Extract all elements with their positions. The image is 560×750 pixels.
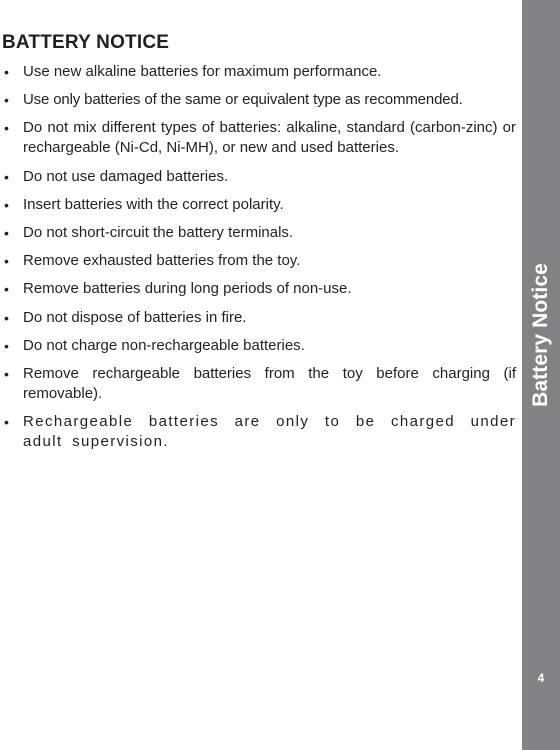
notice-item-text: Insert batteries with the correct polarity. — [23, 195, 284, 213]
bullet-icon: • — [4, 253, 9, 270]
notice-item-text: Do not short-circuit the battery terminals. — [23, 223, 294, 241]
notice-item — [0, 90, 516, 110]
notice-item — [0, 336, 516, 356]
side-tab — [522, 0, 560, 750]
notice-item-text: Use only batteries of the same or equivalent type as recommended. — [23, 91, 463, 109]
bullet-icon: • — [4, 414, 9, 431]
bullet-icon: • — [4, 64, 9, 80]
notice-item — [0, 364, 516, 404]
notice-item — [0, 308, 516, 328]
notice-item-text: Do not use damaged batteries. — [23, 167, 229, 185]
bullet-icon: • — [4, 365, 9, 382]
bullet-icon: • — [4, 224, 9, 241]
notice-item — [0, 118, 516, 158]
bullet-icon: • — [4, 120, 9, 137]
bullet-icon: • — [4, 92, 9, 109]
notice-item-text: Use new alkaline batteries for maximum performance. — [23, 63, 382, 80]
notice-item — [0, 167, 516, 187]
notice-item — [0, 251, 516, 271]
notice-item-text: Remove exhausted batteries from the toy. — [23, 252, 301, 270]
battery-notice-list — [0, 62, 516, 460]
notice-item-text: Rechargeable batteries are only to be charged under adult supervision. — [23, 413, 516, 451]
bullet-icon: • — [4, 309, 9, 326]
notice-item-text: Remove batteries during long periods of non-use. — [23, 280, 352, 298]
notice-item-text: Remove rechargeable batteries from the toy before charging (if removable). — [23, 364, 516, 402]
notice-item — [0, 279, 516, 299]
page-heading: BATTERY NOTICE — [2, 32, 170, 53]
bullet-icon: • — [4, 281, 9, 298]
notice-item-text: Do not mix different types of batteries: alkaline, standard (carbon-zinc) or rechargeable (Ni-Cd, Ni-MH), or new and used batteries. — [23, 119, 516, 157]
notice-item-text: Do not charge non-rechargeable batteries. — [23, 336, 305, 354]
notice-item — [0, 62, 516, 82]
bullet-icon: • — [4, 337, 9, 354]
side-tab-title: Battery Notice — [529, 263, 552, 407]
bullet-icon: • — [4, 168, 9, 185]
notice-item — [0, 195, 516, 215]
notice-item-text: Do not dispose of batteries in fire. — [23, 308, 247, 326]
bullet-icon: • — [4, 196, 9, 213]
notice-item — [0, 412, 516, 452]
page-number: 4 — [537, 671, 545, 685]
notice-item — [0, 223, 516, 243]
